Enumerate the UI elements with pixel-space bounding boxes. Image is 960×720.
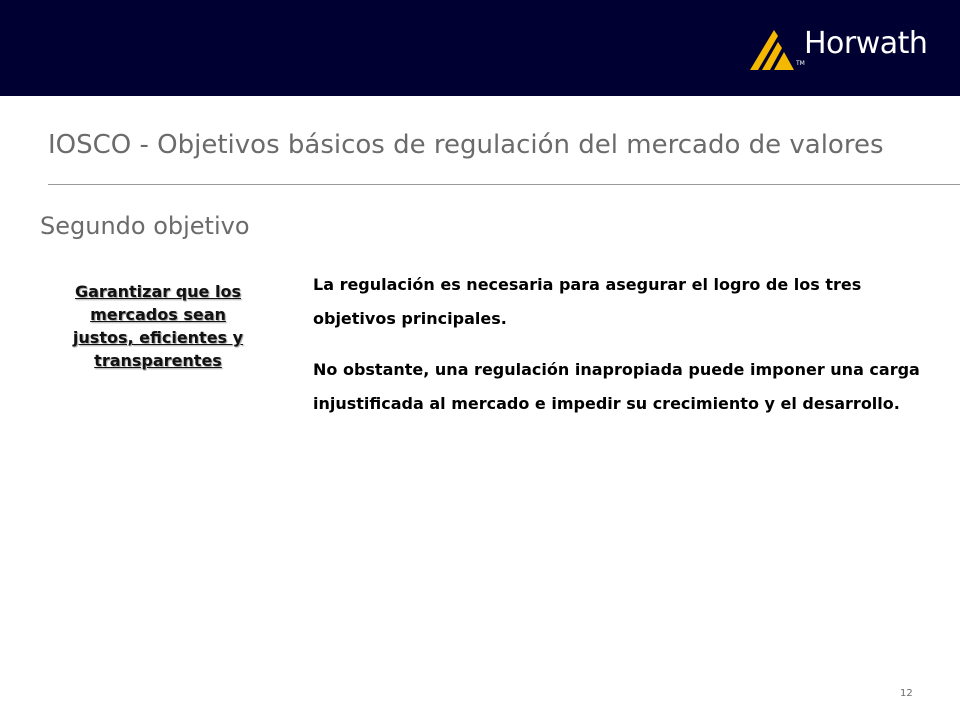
header-bar [0,0,960,96]
horwath-logo [748,24,928,72]
paragraph-inappropriate-regulation: No obstante, una regulación inapropiada puede imponer una carga injustificada al mercado e impedir su crecimiento y el desarrollo. [313,360,920,413]
title-divider [48,184,960,185]
logo-trademark: TM [796,60,805,67]
body-text [313,268,928,438]
slide-title: IOSCO - Objetivos básicos de regulación del mercado de valores [48,130,884,160]
logo-text: Horwath [804,26,928,61]
objective-heading: Garantizar que los mercados sean justos, eficientes y transparentes [72,282,244,370]
page-number: 12 [900,688,913,699]
paragraph-regulation-necessary: La regulación es necesaria para asegurar el logro de los tres objetivos principales. [313,275,862,328]
section-subtitle: Segundo objetivo [40,212,250,240]
